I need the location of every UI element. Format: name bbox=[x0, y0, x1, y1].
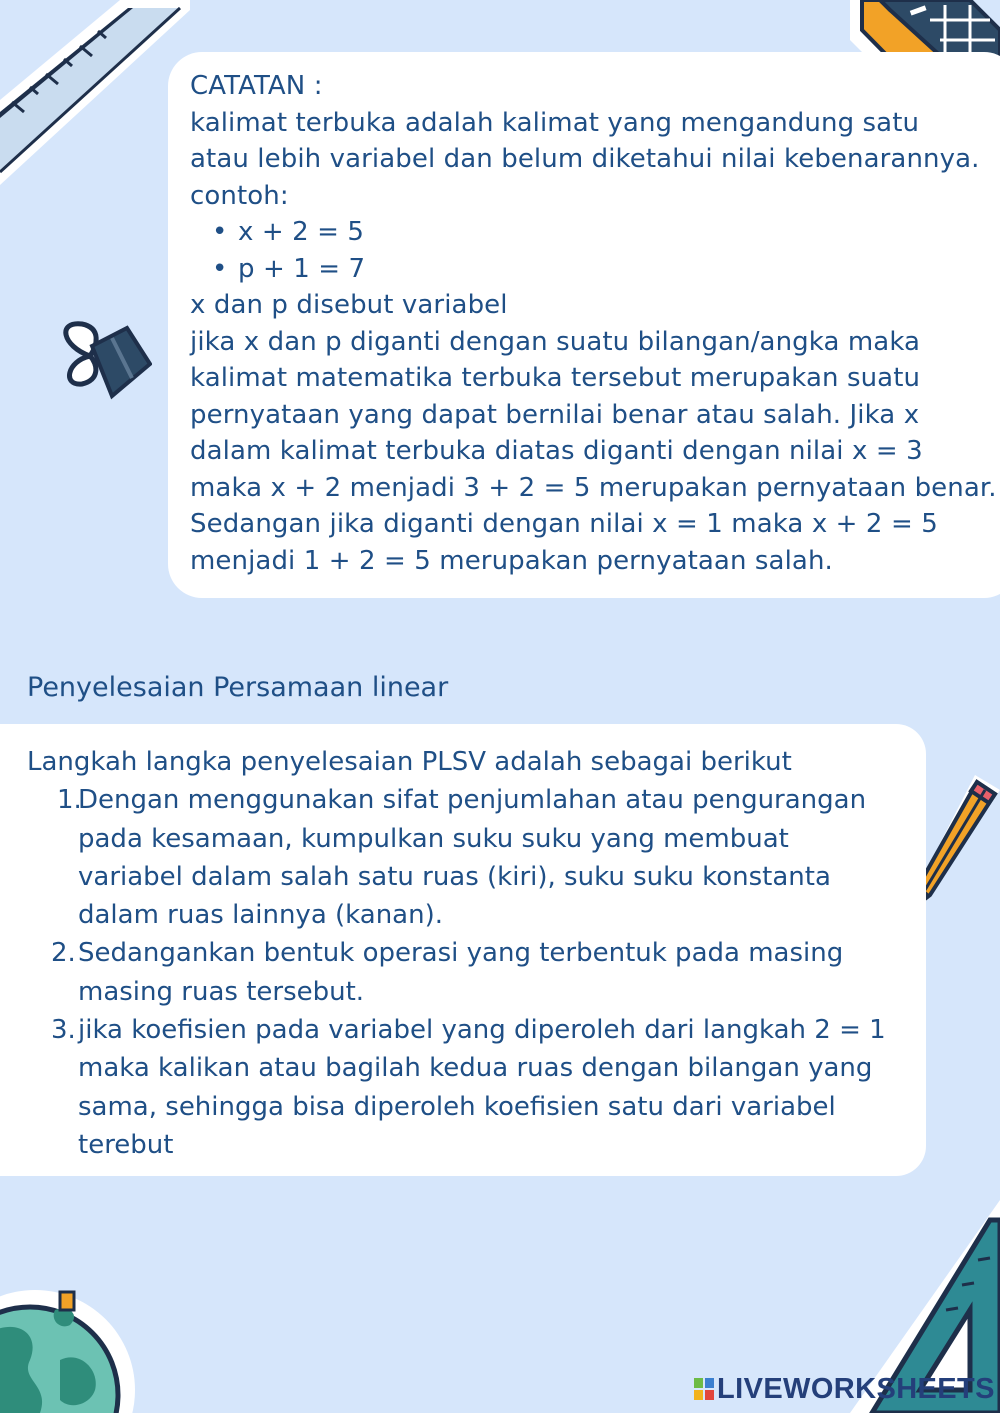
note-title: CATATAN : bbox=[190, 71, 323, 101]
liveworksheets-mark-icon bbox=[694, 1378, 714, 1400]
note-para-line: Sedangan jika diganti dengan nilai x = 1 maka x + 2 = 5 bbox=[190, 509, 938, 539]
step-line: masing ruas tersebut. bbox=[78, 976, 365, 1007]
step-line: variabel dalam salah satu ruas (kiri), suku suku konstanta bbox=[78, 861, 831, 892]
step-line: sama, sehingga bisa diperoleh koefisien satu dari variabel bbox=[78, 1091, 836, 1122]
note-para-line: jika x dan p diganti dengan suatu bilangan/angka maka bbox=[190, 326, 921, 357]
liveworksheets-text: LIVEWORKSHEETS bbox=[717, 1372, 995, 1405]
ruler-icon bbox=[0, 0, 190, 200]
note-text bbox=[190, 68, 1000, 579]
example-item: • x + 2 = 5 bbox=[190, 214, 1000, 251]
note-para-line: menjadi 1 + 2 = 5 merupakan pernyataan salah. bbox=[190, 545, 833, 576]
bullet-icon: • bbox=[212, 253, 228, 284]
binder-clip-icon bbox=[52, 316, 152, 406]
note-line: x dan p disebut variabel bbox=[190, 290, 508, 320]
bullet-icon: • bbox=[212, 217, 228, 247]
globe-icon bbox=[0, 1290, 140, 1413]
steps-text bbox=[27, 743, 927, 1164]
note-para-line: pernyataan yang dapat bernilai benar atau salah. Jika x bbox=[190, 399, 920, 430]
note-line: kalimat terbuka adalah kalimat yang mengandung satu bbox=[190, 107, 920, 138]
step-item: 1. Dengan menggunakan sifat penjumlahan atau pengurangan bbox=[27, 781, 927, 819]
note-line: atau lebih variabel dan belum diketahui nilai kebenarannya. bbox=[190, 144, 980, 174]
step-line: terebut bbox=[78, 1129, 174, 1160]
steps-intro: Langkah langka penyelesaian PLSV adalah sebagai berikut bbox=[27, 747, 792, 777]
step-line: dalam ruas lainnya (kanan). bbox=[78, 900, 443, 931]
step-number: 1. bbox=[57, 785, 82, 816]
example-item: • p + 1 = 7 bbox=[190, 251, 1000, 288]
note-para-line: maka x + 2 menjadi 3 + 2 = 5 merupakan pernyataan benar. bbox=[190, 472, 997, 503]
step-number: 2. bbox=[51, 938, 76, 969]
step-item: 3. jika koefisien pada variabel yang diperoleh dari langkah 2 = 1 bbox=[27, 1011, 927, 1049]
step-number: 3. bbox=[51, 1015, 76, 1046]
section-heading: Penyelesaian Persamaan linear bbox=[27, 672, 449, 703]
note-para-line: dalam kalimat terbuka diatas diganti dengan nilai x = 3 bbox=[190, 436, 923, 466]
step-line: pada kesamaan, kumpulkan suku suku yang membuat bbox=[78, 823, 789, 854]
step-line: maka kalikan atau bagilah kedua ruas dengan bilangan yang bbox=[78, 1053, 873, 1084]
step-item: 2. Sedangankan bentuk operasi yang terbentuk pada masing bbox=[27, 934, 927, 972]
example-label: contoh: bbox=[190, 180, 289, 211]
note-para-line: kalimat matematika terbuka tersebut merupakan suatu bbox=[190, 363, 921, 393]
liveworksheets-logo[interactable] bbox=[694, 1372, 995, 1406]
